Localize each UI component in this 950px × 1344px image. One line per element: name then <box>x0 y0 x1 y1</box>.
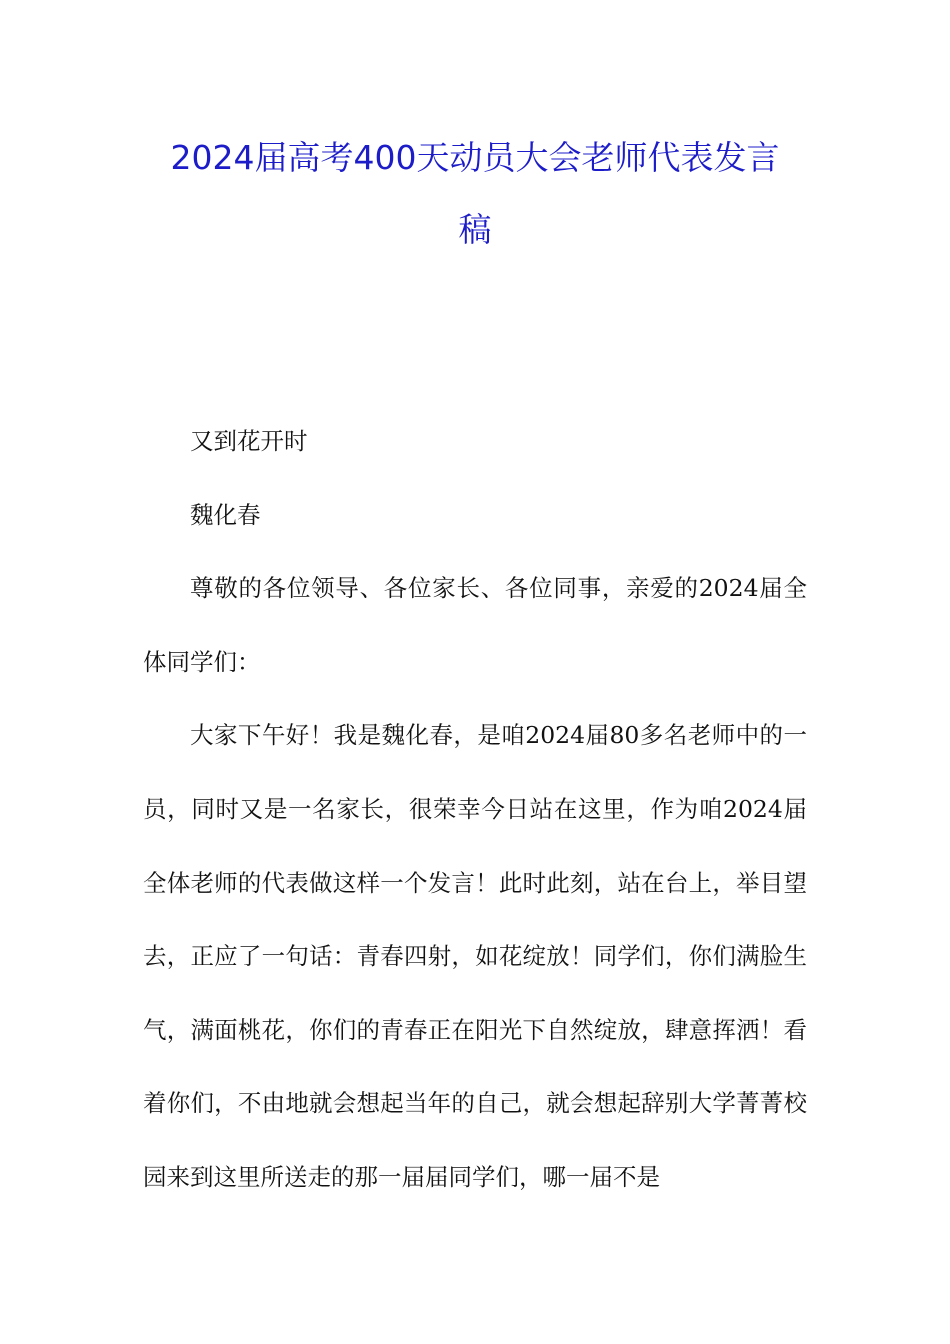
document-title <box>140 122 810 266</box>
speech-paragraph-1: 大家下午好！我是魏化春，是咱2024届80多名老师中的一员，同时又是一名家长，很荣幸今日站在这里，作为咱2024届全体老师的代表做这样一个发言！此时此刻，站在台上，举目望去，正应了一句话：青春四射，如花绽放！同学们，你们满脸生气，满面桃花，你们的青春正在阳光下自然绽放，肆意挥洒！看着你们，不由地就会想起当年的自己，就会想起辞别大学菁菁校园来到这里所送走的那一届届同学们，哪一届不是 <box>143 721 807 1191</box>
title-line-2: 稿 <box>458 210 492 249</box>
speech-salutation: 尊敬的各位领导、各位家长、各位同事，亲爱的2024届全体同学们： <box>143 574 807 676</box>
speech-author: 魏化春 <box>190 500 261 529</box>
title-line-1: 2024届高考400天动员大会老师代表发言 <box>170 138 780 177</box>
document-body <box>143 405 807 1215</box>
speech-subtitle: 又到花开时 <box>190 427 308 455</box>
